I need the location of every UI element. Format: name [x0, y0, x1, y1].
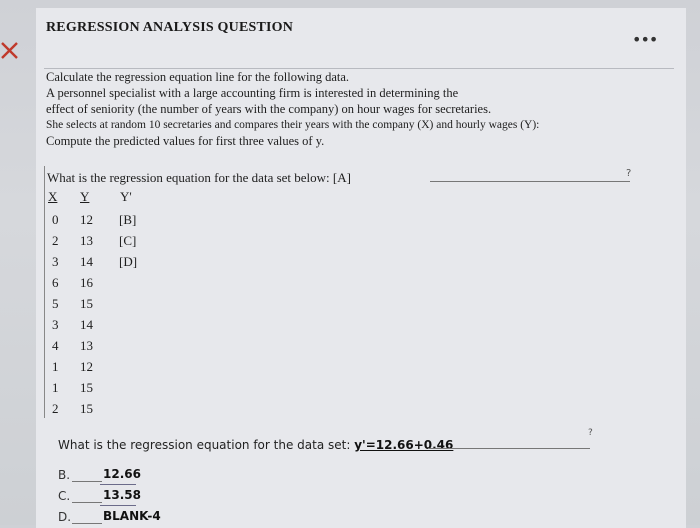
equation-answer: y'=12.66+0.46	[354, 438, 454, 452]
question-2-text	[58, 438, 453, 452]
more-options-icon[interactable]: •••	[632, 30, 658, 49]
cell-y: 13	[80, 338, 93, 353]
cell-y: 15	[80, 296, 93, 311]
answer-section	[0, 426, 700, 525]
description-line: A personnel specialist with a large accounting firm is interested in determining the	[46, 86, 459, 100]
cell-x: 0	[52, 212, 59, 227]
answer-value-d: BLANK-4	[103, 509, 161, 523]
column-header-x: X	[48, 189, 58, 204]
cell-y: 14	[80, 317, 93, 332]
cell-y: 15	[80, 401, 93, 416]
cell-y-predicted: [C]	[119, 233, 137, 248]
cell-y: 12	[80, 359, 93, 374]
cell-x: 6	[52, 275, 59, 290]
answer-underline	[100, 505, 136, 506]
cell-x: 3	[52, 254, 59, 269]
answer-label-c: C.	[58, 489, 71, 503]
column-header-y: Y	[80, 189, 90, 204]
cell-x: 2	[52, 233, 59, 248]
answer-underline	[100, 484, 136, 485]
cell-y: 14	[80, 254, 93, 269]
cell-x: 1	[52, 380, 59, 395]
cell-y: 16	[80, 275, 93, 290]
answer-a-field[interactable]	[430, 181, 630, 182]
cell-y-predicted: [B]	[119, 212, 137, 227]
answer-blank-c[interactable]	[72, 502, 102, 503]
question-2-label: What is the regression equation for the data set:	[58, 438, 355, 452]
column-header-y-predicted: Y'	[120, 189, 132, 204]
answer-value-c: 13.58	[103, 488, 141, 502]
equation-answer-field[interactable]	[428, 448, 590, 449]
cell-x: 1	[52, 359, 59, 374]
page-title: REGRESSION ANALYSIS QUESTION	[46, 20, 294, 35]
answer-blank-b[interactable]	[72, 481, 102, 482]
help-icon[interactable]: ?	[588, 428, 593, 438]
cell-y: 15	[80, 380, 93, 395]
cell-x: 3	[52, 317, 59, 332]
cell-y-predicted: [D]	[119, 254, 138, 269]
description-line: Compute the predicted values for first three values of y.	[46, 134, 325, 148]
cell-x: 4	[52, 338, 59, 353]
description-line: effect of seniority (the number of years with the company) on hour wages for secretaries.	[46, 102, 492, 116]
description-line: Calculate the regression equation line for the following data.	[46, 70, 350, 84]
answer-blank-d[interactable]	[72, 523, 102, 524]
answer-value-b: 12.66	[103, 467, 141, 481]
cell-x: 2	[52, 401, 59, 416]
answer-label-b: B.	[58, 468, 71, 482]
cell-y: 12	[80, 212, 93, 227]
question-1-text: What is the regression equation for the data set below: [A]	[47, 170, 351, 185]
cell-x: 5	[52, 296, 59, 311]
close-icon[interactable]	[0, 40, 22, 62]
answer-label-d: D.	[58, 510, 72, 524]
help-icon[interactable]: ?	[626, 168, 632, 179]
problem-description	[46, 69, 539, 149]
cell-y: 13	[80, 233, 93, 248]
description-line: She selects at random 10 secretaries and compares their years with the company (X) and hourly wages (Y):	[46, 119, 540, 131]
